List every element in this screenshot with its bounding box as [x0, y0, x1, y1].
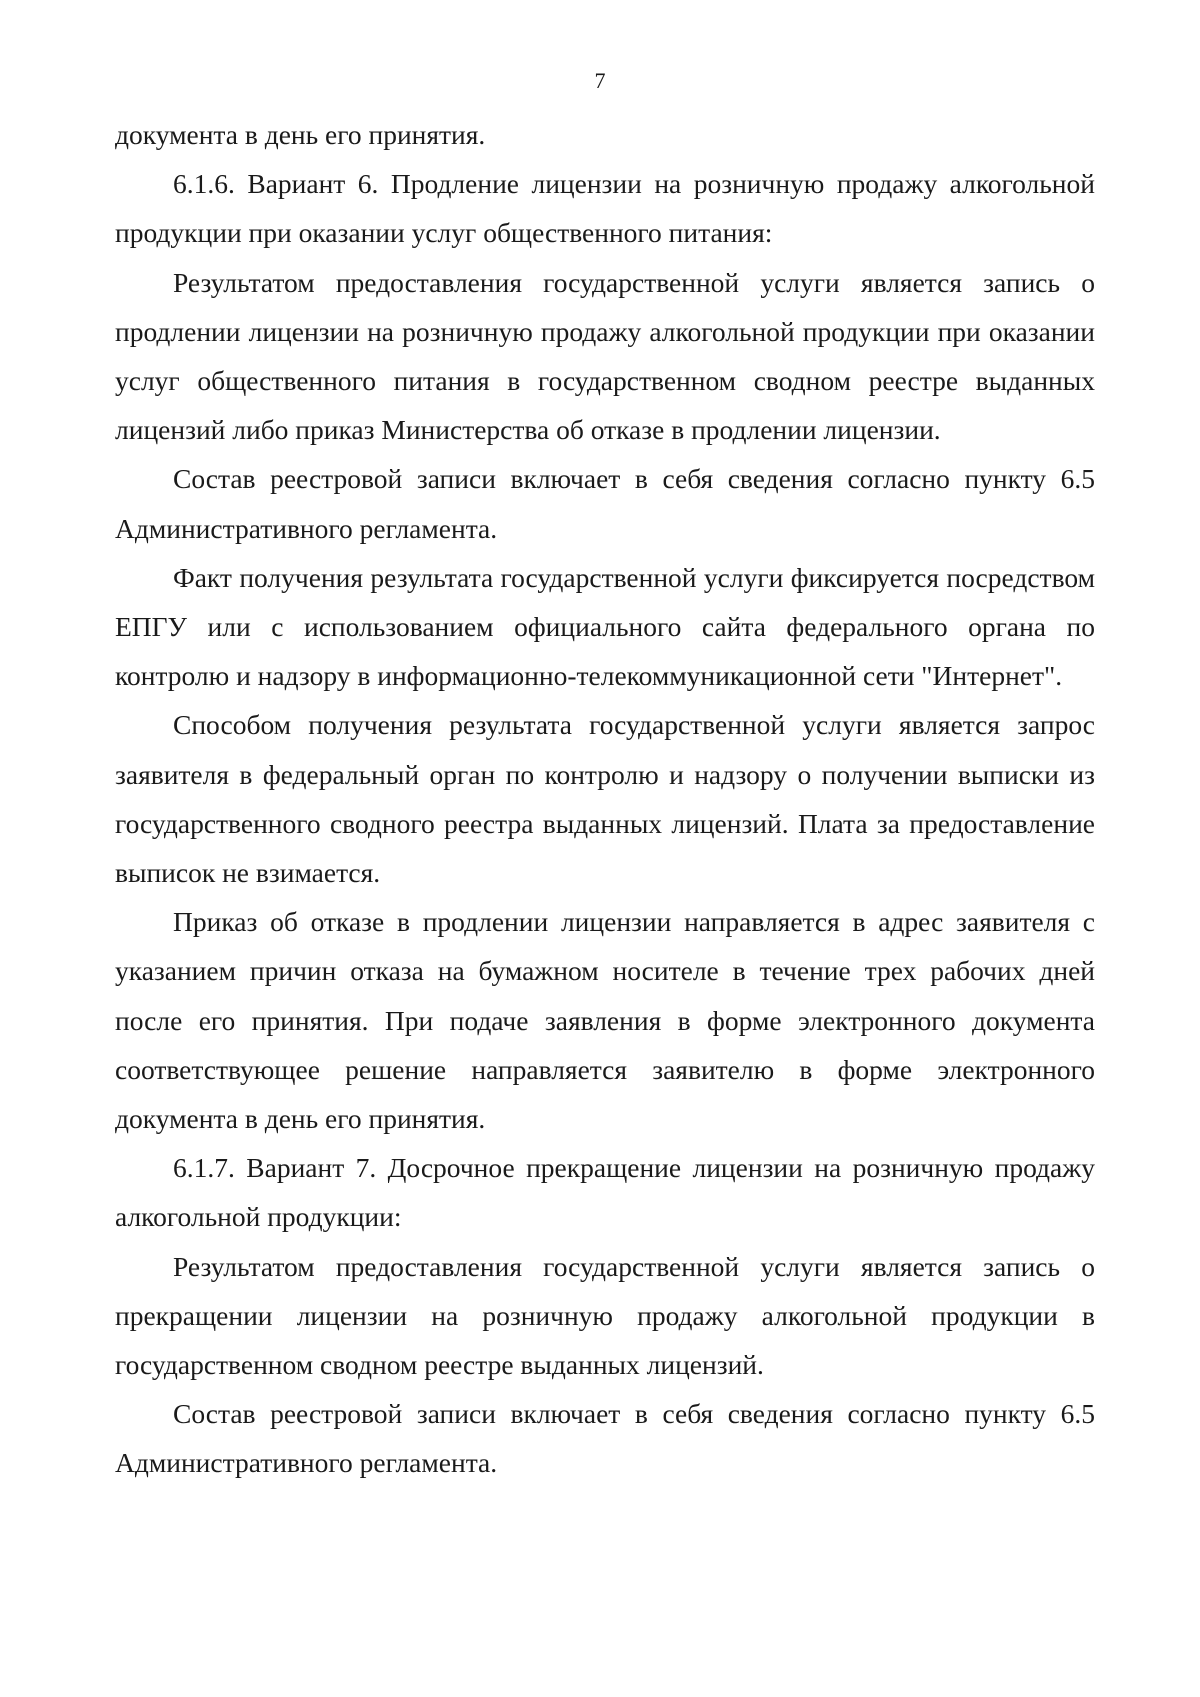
paragraph-variant6-method: Способом получения результата государственной услуги является запрос заявителя в федеральный орган по контролю и надзору о получении выписки из государственного сводного реестра выданных лицензий. Плата за предоставление выписок не взимается.	[115, 709, 1095, 889]
paragraph-variant6-refusal: Приказ об отказе в продлении лицензии направляется в адрес заявителя с указанием причин отказа на бумажном носителе в течение трех рабочих дней после его принятия. При подаче заявления в форме электронного документа соответствующее решение направляется заявителю в форме электронного документа в день его принятия.	[115, 906, 1095, 1135]
paragraph-variant6-fact: Факт получения результата государственной услуги фиксируется посредством ЕПГУ или с использованием официального сайта федерального органа по контролю и надзору в информационно-телекоммуникационной сети "Интернет".	[115, 561, 1095, 692]
paragraph-variant7-registry: Состав реестровой записи включает в себя сведения согласно пункту 6.5 Административного регламента.	[115, 1398, 1095, 1479]
paragraph-variant6-result: Результатом предоставления государственной услуги является запись о продлении лицензии на розничную продажу алкогольной продукции при оказании услуг общественного питания в государственном сводном реестре выданных лицензий либо приказ Министерства об отказе в продлении лицензии.	[115, 266, 1095, 446]
document-body	[115, 110, 1095, 1488]
paragraph-variant6-registry: Состав реестровой записи включает в себя сведения согласно пункту 6.5 Административного регламента.	[115, 463, 1095, 544]
paragraph-variant7-result: Результатом предоставления государственной услуги является запись о прекращении лицензии на розничную продажу алкогольной продукции в государственном сводном реестре выданных лицензий.	[115, 1250, 1095, 1381]
paragraph-variant6-heading: 6.1.6. Вариант 6. Продление лицензии на розничную продажу алкогольной продукции при оказании услуг общественного питания:	[115, 168, 1095, 249]
paragraph-variant7-heading: 6.1.7. Вариант 7. Досрочное прекращение лицензии на розничную продажу алкогольной продукции:	[115, 1152, 1095, 1233]
paragraph-continuation: документа в день его принятия.	[115, 119, 486, 150]
page-number: 7	[594, 68, 606, 93]
